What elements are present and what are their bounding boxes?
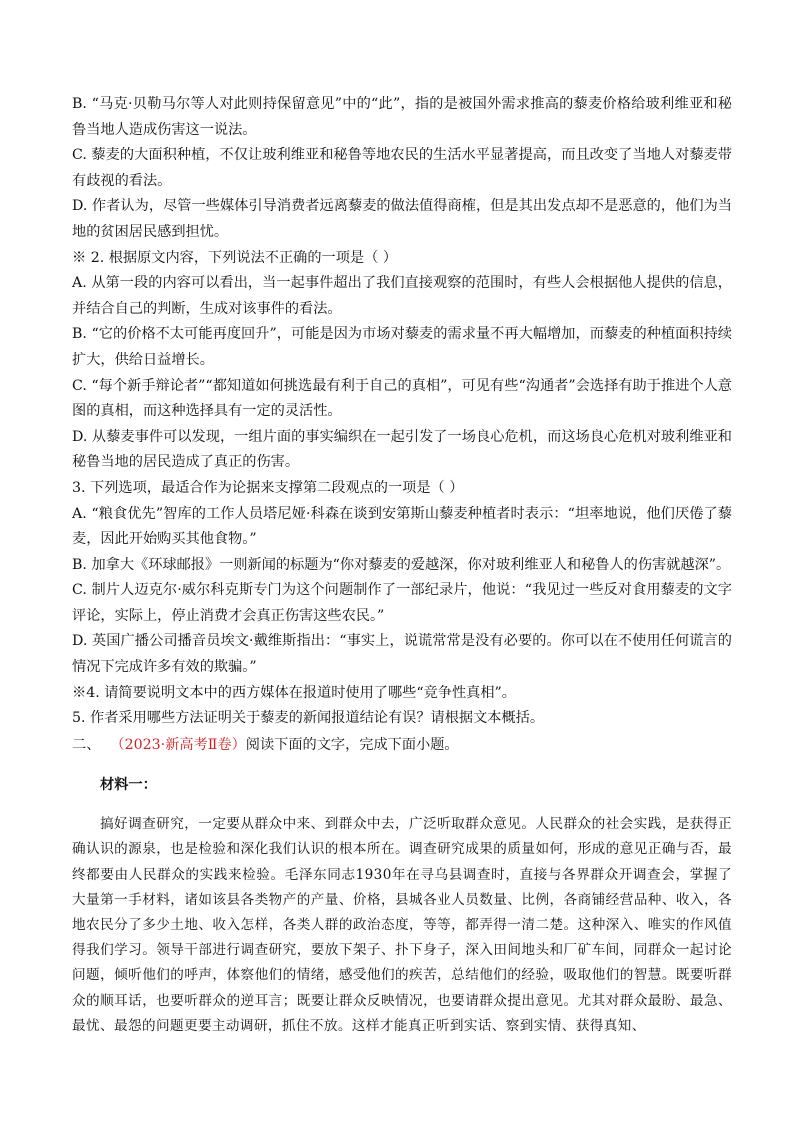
- option-a-q2: A. 从第一段的内容可以看出，当一起事件超出了我们直接观察的范围时，有些人会根据他人提供的信息，并结合自己的判断，生成对该事件的看法。: [72, 275, 732, 317]
- source-tag: （2023·新高考Ⅱ卷）: [110, 736, 246, 753]
- option-b-q2: B. “它的价格不太可能再度回升”，可能是因为市场对藜麦的需求量不再大幅增加，而藜麦的种植面积持续扩大，供给日益增长。: [72, 326, 732, 368]
- section-number: 二、: [72, 736, 101, 753]
- option-b-q3: B. 加拿大《环球邮报》一则新闻的标题为“你对藜麦的爱越深，你对玻利维亚人和秘鲁人的伤害就越深”。: [72, 556, 731, 573]
- option-b-q1: B. “马克·贝勒马尔等人对此则持保留意见”中的“此”，指的是被国外需求推高的藜麦价格给玻利维亚和秘鲁当地人造成伤害这一说法。: [72, 96, 732, 138]
- material-body: 搞好调查研究，一定要从群众中来、到群众中去，广泛听取群众意见。人民群众的社会实践，是获得正确认识的源泉，也是检验和深化我们认识的根本所在。调查研究成果的质量如何，形成的意见正确与否，最终都要由人民群众的实践来检验。毛泽东同志1930年在寻乌县调查时，直接与各界群众开调查会，掌握了大量第一手材料，诸如该县各类物产的产量、价格，县城各业人员数量、比例，各商铺经营品种、收入，各地农民分了多少土地、收入怎样，各类人群的政治态度，等等，都弄得一清二楚。这种深入、唯实的作风值得我们学习。领导干部进行调查研究，要放下架子、扑下身子，深入田间地头和厂矿车间，同群众一起讨论问题，倾听他们的呼声，体察他们的情绪，感受他们的疾苦，总结他们的经验，吸取他们的智慧。既要听群众的顺耳话，也要听群众的逆耳言；既要让群众反映情况，也要请群众提出意见。尤其对群众最盼、最急、最忧、最怨的问题更要主动调研，抓住不放。这样才能真正听到实话、察到实情、获得真知、: [72, 816, 732, 1034]
- question-3: 3. 下列选项，最适合作为论据来支撑第二段观点的一项是（ ）: [72, 479, 464, 496]
- option-c-q1: C. 藜麦的大面积种植，不仅让玻利维亚和秘鲁等地农民的生活水平显著提高，而且改变了当地人对藜麦带有歧视的看法。: [72, 147, 732, 189]
- question-4: ※4. 请简要说明文本中的西方媒体在报道时使用了哪些“竞争性真相”。: [72, 684, 516, 701]
- option-a-q3: A. “粮食优先”智库的工作人员塔尼娅·科森在谈到安第斯山藜麦种植者时表示：“坦率地说，他们厌倦了藜麦，因此开始购买其他食物。”: [72, 505, 732, 548]
- section-instruction: 阅读下面的文字，完成下面小题。: [245, 736, 459, 753]
- question-2: ※ 2. 根据原文内容，下列说法不正确的一项是（ ）: [72, 249, 398, 266]
- option-d-q3: D. 英国广播公司播音员埃文·戴维斯指出：“事实上，说谎常常是没有必要的。你可以在不使用任何谎言的情况下完成许多有效的欺骗。”: [72, 633, 732, 676]
- option-c-q3: C. 制片人迈克尔·威尔科克斯专门为这个问题制作了一部纪录片，他说：“我见过一些反对食用藜麦的文字评论，实际上，停止消费才会真正伤害这些农民。”: [72, 582, 732, 624]
- material-title: 材料一：: [100, 777, 157, 794]
- option-d-q2: D. 从藜麦事件可以发现，一组片面的事实编织在一起引发了一场良心危机，而这场良心危机对玻利维亚和秘鲁当地的居民造成了真正的伤害。: [72, 428, 732, 471]
- section-2-heading: [72, 732, 732, 758]
- option-d-q1: D. 作者认为，尽管一些媒体引导消费者远离藜麦的做法值得商榷，但是其出发点却不是恶意的，他们为当地的贫困居民感到担忧。: [72, 198, 732, 240]
- document-content: [72, 92, 732, 1039]
- question-5: 5. 作者采用哪些方法证明关于藜麦的新闻报道结论有误？请根据文本概括。: [72, 710, 545, 727]
- option-c-q2: C. “每个新手辩论者”“都知道如何挑选最有利于自己的真相”，可见有些“沟通者”会选择有助于推进个人意图的真相，而这种选择具有一定的灵活性。: [72, 377, 732, 420]
